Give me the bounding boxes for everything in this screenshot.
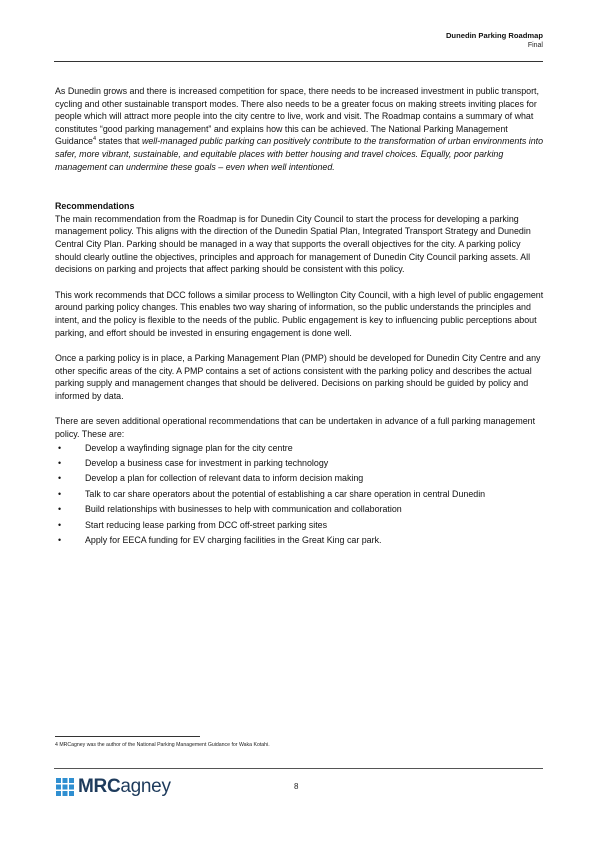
list-item: • Build relationships with businesses to help with communication and collaboration — [55, 502, 545, 517]
page-number: 8 — [294, 782, 299, 791]
paragraph-operational-intro: There are seven additional operational recommendations that can be undertaken in advance of a full parking management policy. These are: — [55, 416, 536, 440]
bullet-icon: • — [58, 473, 62, 484]
logo-mark-icon — [56, 778, 74, 796]
page-header — [446, 30, 543, 51]
paragraph-engagement: This work recommends that DCC follows a similar process to Wellington City Council, with a high level of public engagement around parking policy changes. This enables two way sharing of information, so the public understands the principles and intent, and the policy is flexible to the needs of the public. Public engagement is key to influencing public perceptions about parking, and effort should be invested in ensuring engagement is done well. — [55, 289, 544, 338]
section-heading: Recommendations — [55, 201, 135, 212]
intro-paragraph — [55, 85, 545, 173]
company-logo — [56, 776, 171, 798]
paragraph-pmp: Once a parking policy is in place, a Parking Management Plan (PMP) should be developed for Dunedin City Centre and any other specific areas of the city. A PMP contains a set of actions consistent with the parking policy and describes the actual parking supply and management changes that should be delivered. Decisions on parking should be guided by policy and informed by data. — [55, 353, 541, 401]
page-body — [55, 85, 545, 549]
list-item: • Talk to car share operators about the potential of establishing a car share operation in central Dunedin — [55, 487, 545, 502]
paragraph-main-recommendation: The main recommendation from the Roadmap is for Dunedin City Council to start the process for developing a parking management policy. This aligns with the direction of the Dunedin Spatial Plan, Integrated Transport Strategy and Dunedin Central City Plan. Parking should be managed in a way that supports the overall objectives for the city. A parking policy should clearly outline the objectives, principles and approach for management of Dunedin City Council parking assets. All decisions on parking and projects that affect parking should be consistent with this policy. — [55, 213, 531, 275]
bullet-icon: • — [58, 535, 62, 546]
list-item: • Start reducing lease parking from DCC off-street parking sites — [55, 518, 545, 533]
intro-text: As Dunedin grows and there is increased competition for space, there needs to be increased investment in public transport, cycling and other sustainable transport modes. There also needs to be a greater focus on making streets inviting places for people which will attract more people into the city centre to live, work and visit. The Roadmap contains a summary of what constitutes “good parking management” and explains how this can be achieved. The National Parking Management Guidance — [55, 86, 539, 147]
list-item: • Develop a plan for collection of relevant data to inform decision making — [55, 471, 545, 486]
list-item: • Develop a wayfinding signage plan for the city centre — [55, 441, 545, 456]
header-divider — [54, 61, 543, 62]
footer-divider — [54, 768, 543, 769]
document-title: Dunedin Parking Roadmap — [445, 31, 543, 40]
intro-text-middle: states that — [96, 136, 142, 147]
guidance-quote: well-managed public parking can positively contribute to the transformation of urban environments into safer, more vibrant, sustainable, and equitable places with better housing and travel choices. Equally, poor parking management can undermine these goals – even when well intentioned. — [55, 136, 544, 172]
logo-wordmark: MRCagney — [78, 776, 171, 797]
footnote-divider — [55, 736, 200, 737]
list-item: • Apply for EECA funding for EV charging facilities in the Great King car park. — [55, 533, 545, 548]
bullet-icon: • — [58, 504, 62, 515]
footnote-reference[interactable]: 4 — [93, 136, 97, 143]
bullet-icon: • — [58, 442, 62, 453]
list-item: • Develop a business case for investment in parking technology — [55, 456, 545, 471]
recommendations-list — [55, 441, 545, 549]
document-status: Final — [527, 42, 543, 49]
footnote: 4 MRCagney was the author of the National Parking Management Guidance for Waka Kotahi. — [55, 742, 270, 748]
bullet-icon: • — [58, 519, 62, 530]
bullet-icon: • — [58, 458, 62, 469]
bullet-icon: • — [58, 488, 62, 499]
